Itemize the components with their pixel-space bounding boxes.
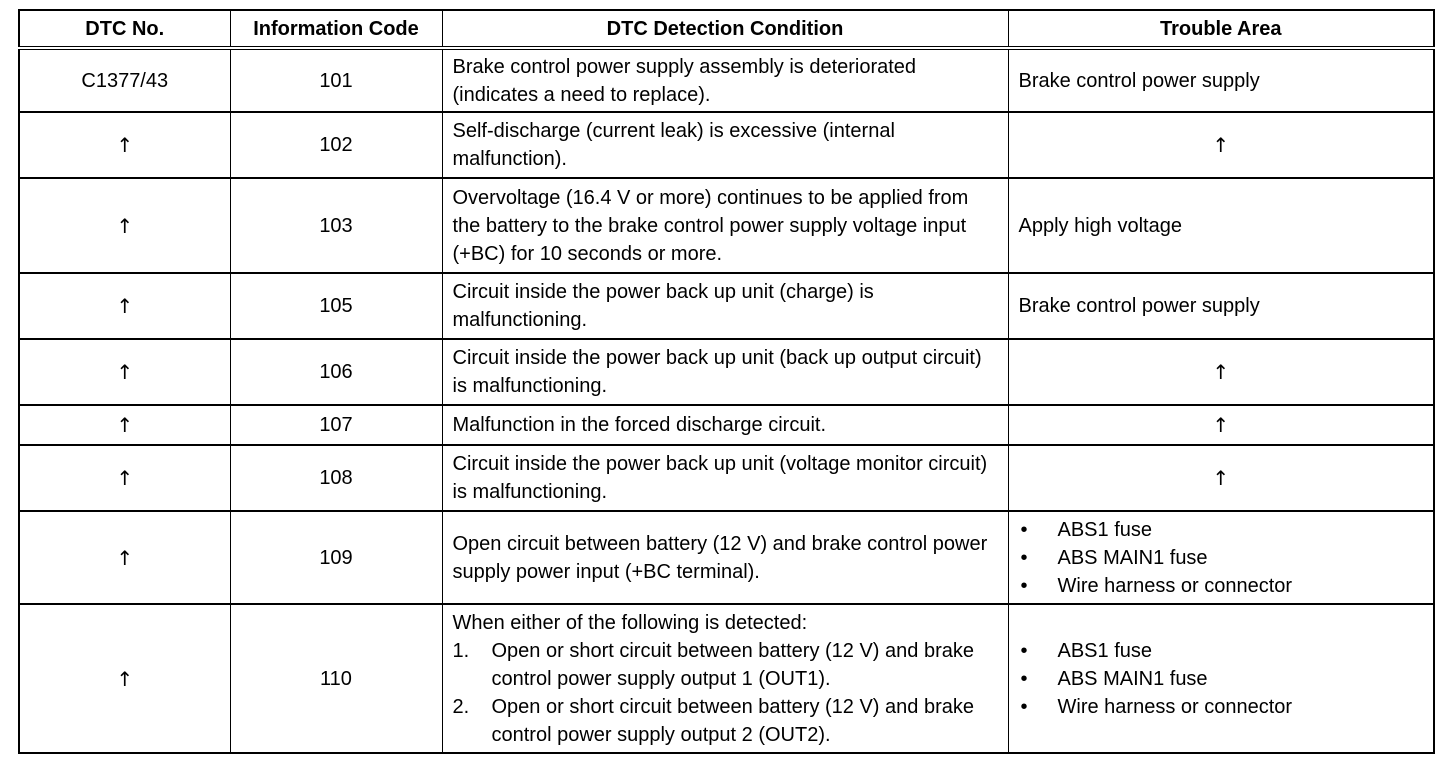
step-text: Open or short circuit between battery (12 V) and brake control power supply output 2 (OUT2). bbox=[491, 695, 974, 746]
dtc-cell: ↑ bbox=[19, 273, 230, 339]
info-code-cell: 109 bbox=[230, 511, 442, 604]
list-item: • ABS MAIN1 fuse bbox=[1019, 544, 1424, 572]
condition-cell: Overvoltage (16.4 V or more) continues to be applied from the battery to the brake control power supply voltage input (+BC) for 10 seconds or more. bbox=[442, 178, 1008, 273]
info-code-cell: 108 bbox=[230, 445, 442, 511]
dtc-cell: ↑ bbox=[19, 112, 230, 178]
info-code-cell: 103 bbox=[230, 178, 442, 273]
trouble-area-cell: Apply high voltage bbox=[1008, 178, 1434, 273]
condition-cell bbox=[442, 604, 1008, 753]
condition-intro: When either of the following is detected: bbox=[452, 611, 808, 634]
info-code-cell: 106 bbox=[230, 339, 442, 405]
dtc-cell: C1377/43 bbox=[19, 48, 230, 112]
header-trouble-area: Trouble Area bbox=[1008, 10, 1434, 48]
trouble-area-cell: Brake control power supply bbox=[1008, 48, 1434, 112]
trouble-area-cell: Brake control power supply bbox=[1008, 273, 1434, 339]
condition-cell: Circuit inside the power back up unit (back up output circuit) is malfunctioning. bbox=[442, 339, 1008, 405]
condition-cell: Malfunction in the forced discharge circuit. bbox=[442, 405, 1008, 445]
trouble-area-cell: ↑ bbox=[1008, 445, 1434, 511]
header-dtc-no: DTC No. bbox=[19, 10, 230, 48]
step-text: Open or short circuit between battery (12 V) and brake control power supply output 1 (OUT1). bbox=[491, 639, 974, 690]
list-item: • Wire harness or connector bbox=[1019, 693, 1424, 721]
dtc-cell: ↑ bbox=[19, 511, 230, 604]
info-code-cell: 107 bbox=[230, 405, 442, 445]
condition-cell: Self-discharge (current leak) is excessive (internal malfunction). bbox=[442, 112, 1008, 178]
trouble-area-cell bbox=[1008, 604, 1434, 753]
dtc-cell: ↑ bbox=[19, 339, 230, 405]
dtc-cell: ↑ bbox=[19, 445, 230, 511]
info-code-cell: 110 bbox=[230, 604, 442, 753]
table-row bbox=[19, 112, 1434, 178]
info-code-cell: 101 bbox=[230, 48, 442, 112]
step-number: 2. bbox=[452, 695, 470, 718]
dtc-cell: ↑ bbox=[19, 405, 230, 445]
dtc-cell: ↑ bbox=[19, 178, 230, 273]
condition-cell: Brake control power supply assembly is deteriorated (indicates a need to replace). bbox=[442, 48, 1008, 112]
list-item bbox=[453, 693, 998, 749]
condition-cell: Circuit inside the power back up unit (charge) is malfunctioning. bbox=[442, 273, 1008, 339]
trouble-area-cell bbox=[1008, 511, 1434, 604]
table-row bbox=[19, 405, 1434, 445]
condition-cell: Open circuit between battery (12 V) and brake control power supply power input (+BC terminal). bbox=[442, 511, 1008, 604]
step-number: 1. bbox=[452, 639, 470, 662]
condition-cell: Circuit inside the power back up unit (voltage monitor circuit) is malfunctioning. bbox=[442, 445, 1008, 511]
header-information-code: Information Code bbox=[230, 10, 442, 48]
trouble-area-cell: ↑ bbox=[1008, 112, 1434, 178]
list-item: • ABS1 fuse bbox=[1019, 637, 1424, 665]
trouble-area-cell: ↑ bbox=[1008, 405, 1434, 445]
table-row bbox=[19, 604, 1434, 753]
list-item bbox=[453, 637, 998, 693]
table-row bbox=[19, 511, 1434, 604]
info-code-cell: 105 bbox=[230, 273, 442, 339]
trouble-area-cell: ↑ bbox=[1008, 339, 1434, 405]
dtc-cell: ↑ bbox=[19, 604, 230, 753]
table-row bbox=[19, 178, 1434, 273]
table-header-row bbox=[19, 10, 1434, 48]
info-code-cell: 102 bbox=[230, 112, 442, 178]
condition-steps bbox=[453, 637, 998, 749]
trouble-area-list bbox=[1019, 637, 1424, 721]
table-row bbox=[19, 339, 1434, 405]
table-row bbox=[19, 273, 1434, 339]
table-row bbox=[19, 445, 1434, 511]
list-item: • ABS MAIN1 fuse bbox=[1019, 665, 1424, 693]
list-item: • ABS1 fuse bbox=[1019, 516, 1424, 544]
list-item: • Wire harness or connector bbox=[1019, 572, 1424, 600]
trouble-area-list bbox=[1019, 516, 1424, 600]
table-row bbox=[19, 48, 1434, 112]
dtc-table bbox=[18, 9, 1435, 754]
header-detection-condition: DTC Detection Condition bbox=[442, 10, 1008, 48]
